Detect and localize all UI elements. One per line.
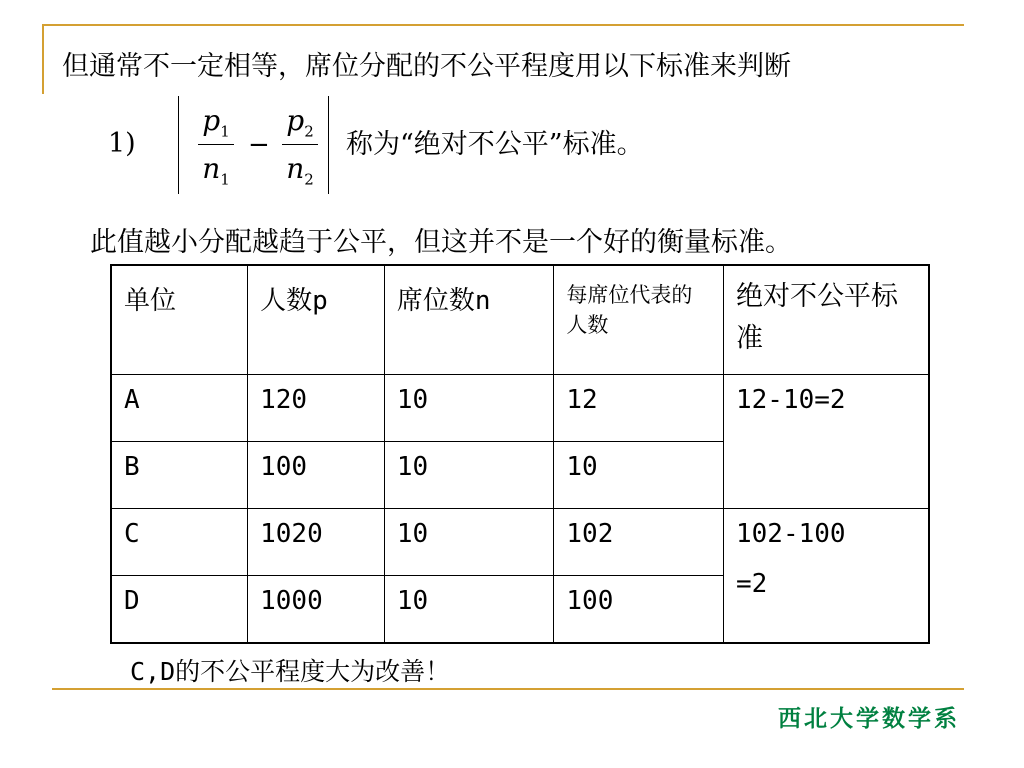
cell-people: 1000 [248,576,385,644]
header-seats: 席位数n [384,265,554,375]
header-unfairness: 绝对不公平标准 [723,265,929,375]
absolute-unfairness-formula [178,96,342,194]
p1-sub: 1 [220,122,230,141]
cell-unfairness-cd-line2: =2 [735,569,768,599]
n1-sub: 1 [220,170,230,189]
cell-people: 1020 [248,509,385,576]
abs-bar-left [178,96,179,194]
cell-per-seat: 12 [554,375,724,442]
n1-var: n [202,152,221,185]
cell-people: 120 [248,375,385,442]
cell-unit: B [111,442,248,509]
p2-var: p [286,104,305,137]
allocation-table [110,264,930,644]
cell-people: 100 [248,442,385,509]
table-row [111,509,929,576]
cell-seats: 10 [384,442,554,509]
bottom-rule [52,688,964,690]
cell-unfairness-cd-line1: 102-100 [735,519,846,549]
cell-seats: 10 [384,375,554,442]
n2-sub: 2 [304,170,314,189]
fraction-line-1 [198,144,234,145]
header-per-seat: 每席位代表的人数 [554,265,724,375]
header-unit: 单位 [111,265,248,375]
cell-per-seat: 100 [554,576,724,644]
p1-var: p [202,104,221,137]
abs-bar-right [328,96,329,194]
footer-department: 西北大学数学系 [778,706,960,732]
p2-sub: 2 [304,122,314,141]
cell-unit: C [111,509,248,576]
cell-seats: 10 [384,509,554,576]
cell-unfairness-cd [723,509,929,644]
intro-text: 但通常不一定相等，席位分配的不公平程度用以下标准来判断 [62,51,791,82]
cell-seats: 10 [384,576,554,644]
formula-description: 称为“绝对不公平”标准。 [346,129,644,160]
cell-unit: A [111,375,248,442]
top-rule [42,24,964,26]
header-people: 人数p [248,265,385,375]
table-row [111,375,929,442]
table-header-row [111,265,929,375]
n2-var: n [286,152,305,185]
conclusion-text: C,D的不公平程度大为改善！ [130,657,451,686]
cell-per-seat: 102 [554,509,724,576]
cell-unit: D [111,576,248,644]
note-text: 此值越小分配越趋于公平，但这并不是一个好的衡量标准。 [90,227,792,258]
cell-unfairness-ab: 12-10=2 [723,375,929,509]
minus-sign: − [248,130,270,160]
cell-per-seat: 10 [554,442,724,509]
item-number: 1) [108,128,136,159]
left-rule [42,24,44,94]
fraction-line-2 [282,144,318,145]
